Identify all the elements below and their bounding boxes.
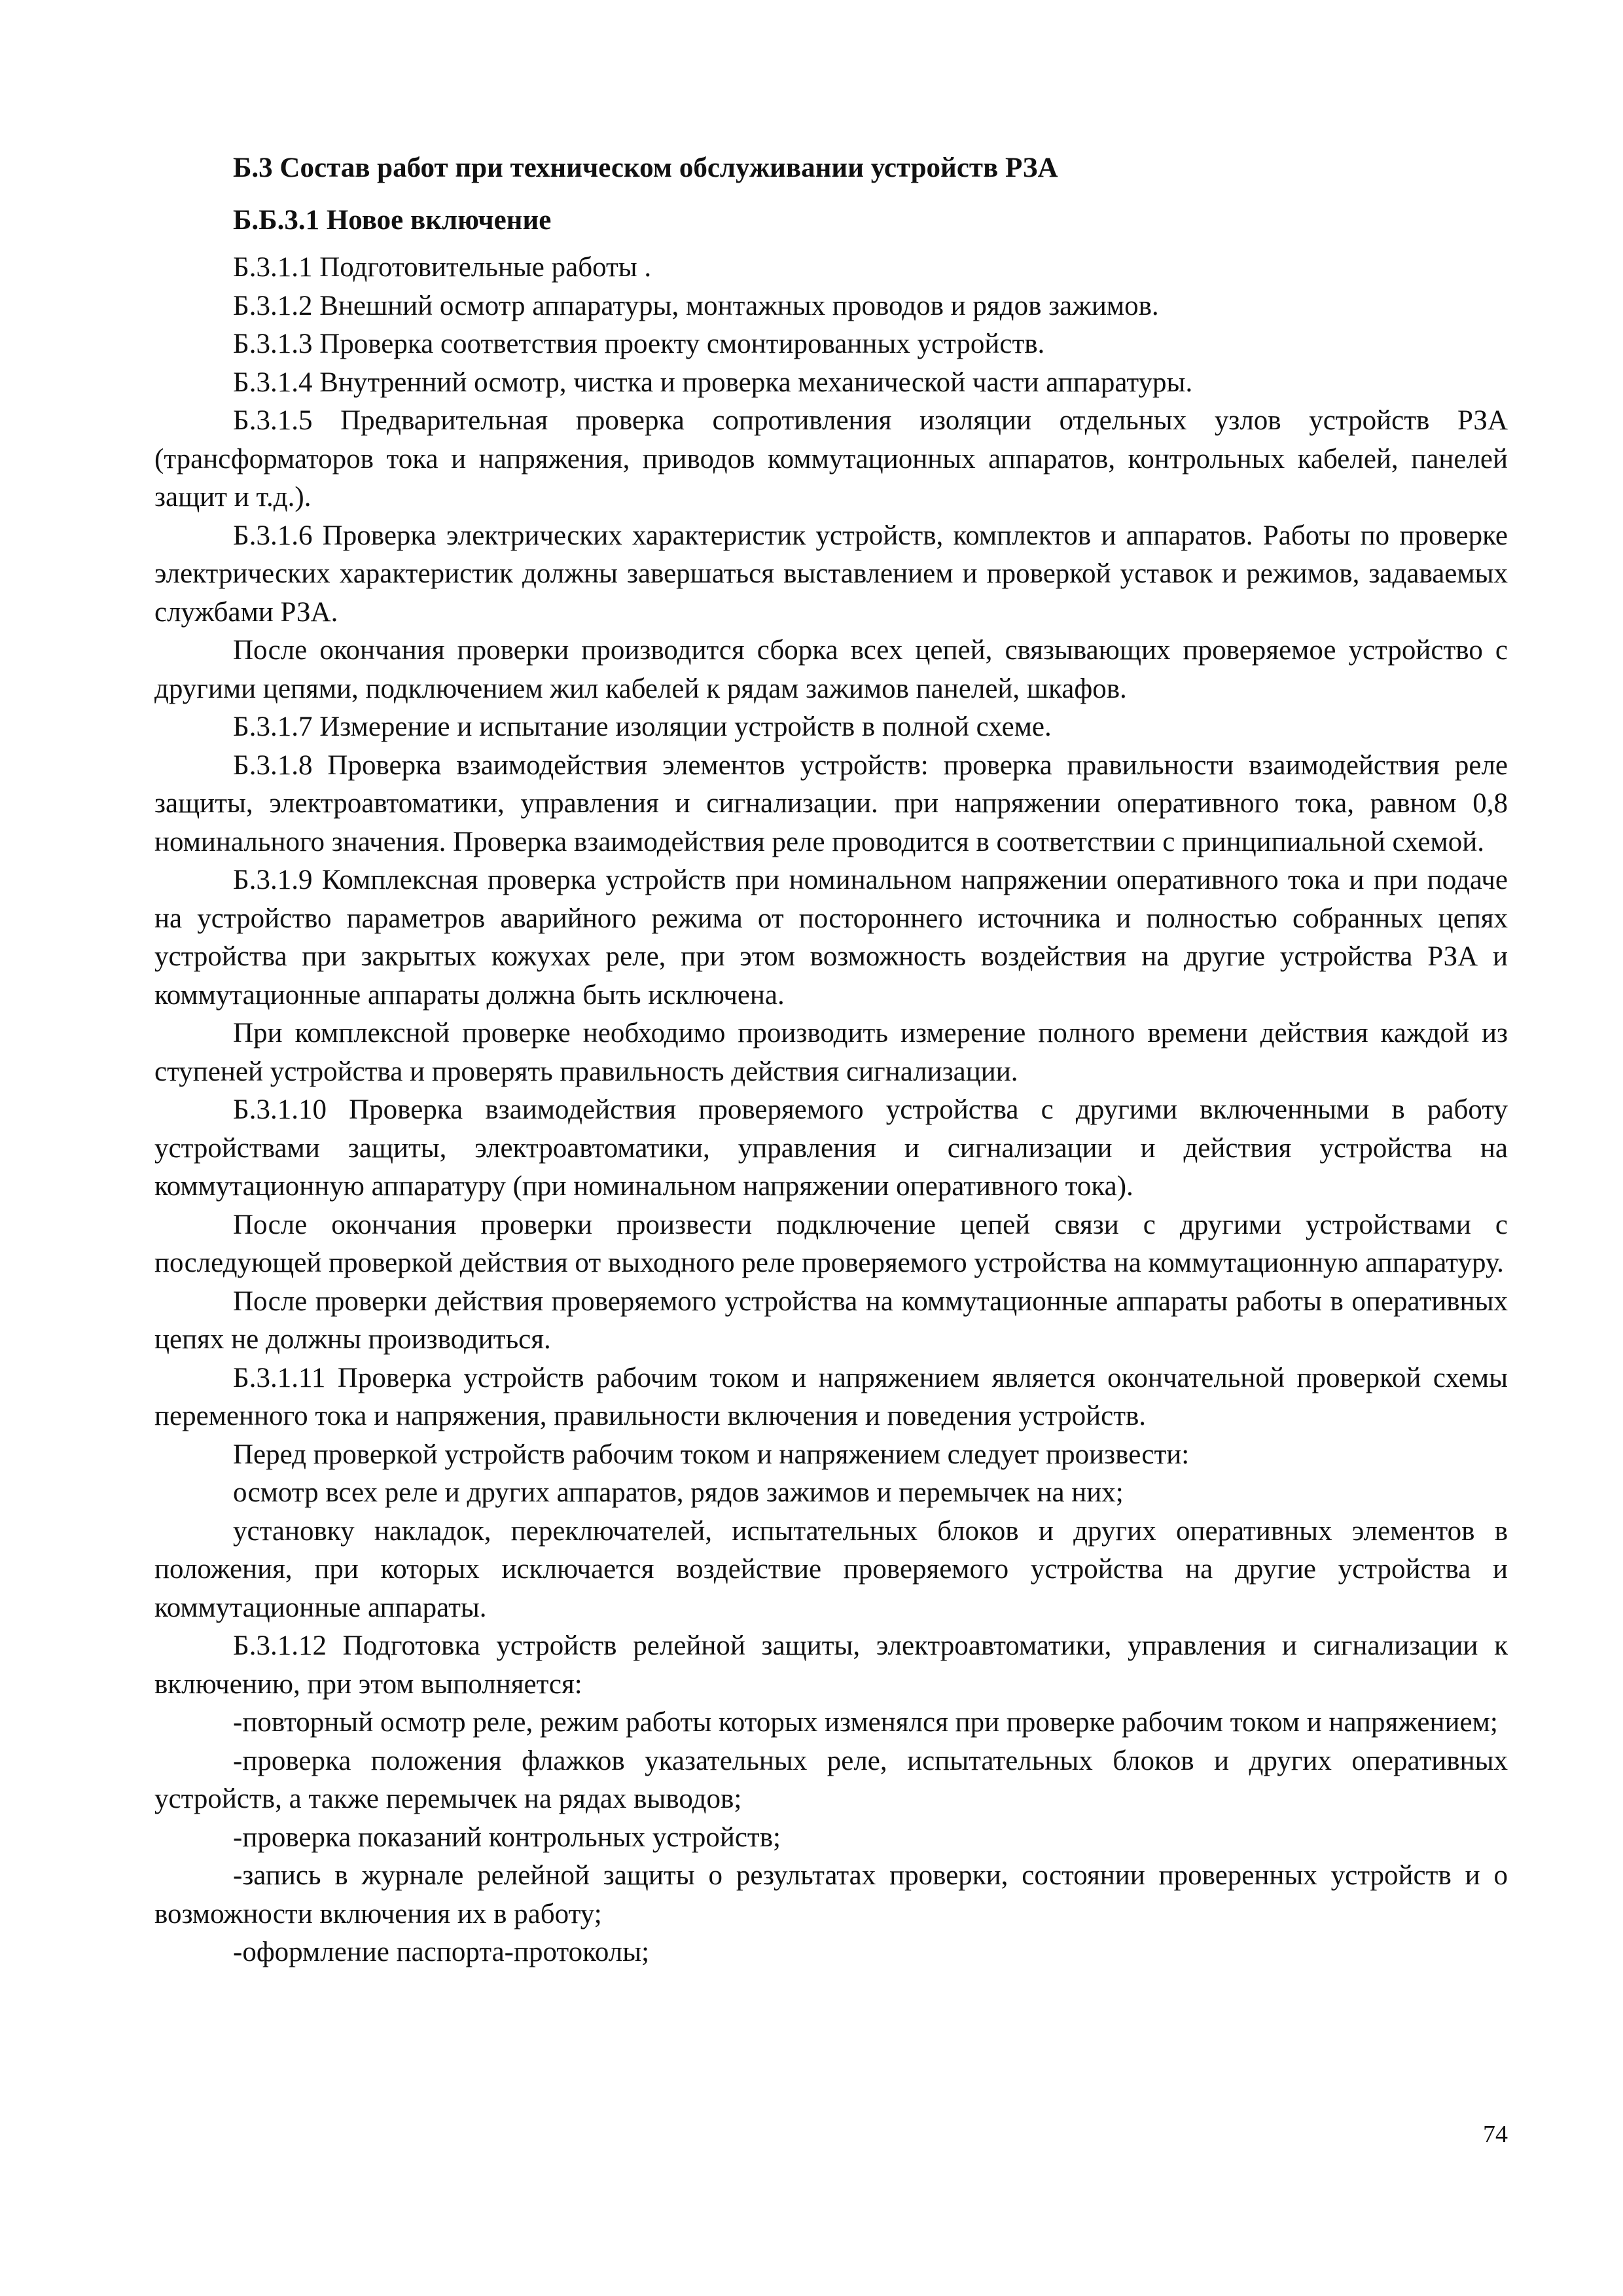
- paragraph-3-1-2: Б.3.1.2 Внешний осмотр аппаратуры, монтажных проводов и рядов зажимов.: [233, 290, 1159, 321]
- paragraph-3-1-11: Б.3.1.11 Проверка устройств рабочим током и напряжением является окончательной проверкой схемы переменного тока и напряжения, правильности включения и поведения устройств.: [154, 1362, 1508, 1431]
- list-item-passport: -оформление паспорта-протоколы;: [233, 1937, 650, 1967]
- paragraph-inspection: осмотр всех реле и других аппаратов, рядов зажимов и перемычек на них;: [233, 1477, 1124, 1508]
- document-page: [154, 149, 1508, 1972]
- paragraph-3-1-9: Б.3.1.9 Комплексная проверка устройств при номинальном напряжении оперативного тока и при подаче на устройство параметров аварийного режима от постороннего источника и полностью собранных цепях устройства при закрытых кожухах реле, при этом возможность воздействия на другие устройства РЗА и коммутационные аппараты должна быть исключена.: [154, 865, 1508, 1011]
- paragraph-3-1-12: Б.3.1.12 Подготовка устройств релейной защиты, электроавтоматики, управления и сигнализации к включению, при этом выполняется:: [154, 1630, 1508, 1700]
- page-number: 74: [1483, 2121, 1508, 2148]
- paragraph-3-1-3: Б.3.1.3 Проверка соответствия проекту смонтированных устройств.: [233, 329, 1045, 359]
- paragraph-3-1-6: Б.3.1.6 Проверка электрических характеристик устройств, комплектов и аппаратов. Работы по проверке электрических характеристик должны завершаться выставлением и проверкой уставок и режимов, задаваемых службами РЗА.: [154, 520, 1508, 628]
- paragraph-3-1-5: Б.3.1.5 Предварительная проверка сопротивления изоляции отдельных узлов устройств РЗА (трансформаторов тока и напряжения, приводов коммутационных аппаратов, контрольных кабелей, панелей защит и т.д.).: [154, 405, 1508, 512]
- paragraph-3-1-1: Б.3.1.1 Подготовительные работы .: [233, 252, 652, 283]
- paragraph-installation: установку накладок, переключателей, испытательных блоков и других оперативных элементов в положения, при которых исключается воздействие проверяемого устройства на другие устройства и коммутационные аппараты.: [154, 1515, 1508, 1623]
- list-item-journal-record: -запись в журнале релейной защиты о результатах проверки, состоянии проверенных устройств и о возможности включения их в работу;: [154, 1860, 1508, 1929]
- subsection-heading: Б.Б.3.1 Новое включение: [233, 205, 552, 236]
- list-item-readings-check: -проверка показаний контрольных устройств;: [233, 1821, 781, 1853]
- paragraph-operative-circuits: После проверки действия проверяемого устройства на коммутационные аппараты работы в оперативных цепях не должны производиться.: [154, 1285, 1508, 1355]
- paragraph-assembly: После окончания проверки производится сборка всех цепей, связывающих проверяемое устройство с другими цепями, подключением жил кабелей к рядам зажимов панелей, шкафов.: [154, 635, 1508, 704]
- paragraph-3-1-8: Б.3.1.8 Проверка взаимодействия элементов устройств: проверка правильности взаимодействия реле защиты, электроавтоматики, управления и сигнализации. при напряжении оперативного тока, равном 0,8 номинального значения. Проверка взаимодействия реле проводится в соответствии с принципиальной схемой.: [154, 749, 1508, 857]
- paragraph-link-circuits: После окончания проверки произвести подключение цепей связи с другими устройствами с последующей проверкой действия от выходного реле проверяемого устройства на коммутационную аппаратуру.: [154, 1209, 1508, 1278]
- list-item-flag-check: -проверка положения флажков указательных реле, испытательных блоков и других оперативных устройств, а также перемычек на рядах выводов;: [154, 1745, 1508, 1814]
- list-item-repeat-inspection: -повторный осмотр реле, режим работы которых изменялся при проверке рабочим током и напряжением;: [233, 1707, 1498, 1738]
- paragraph-3-1-10: Б.3.1.10 Проверка взаимодействия проверяемого устройства с другими включенными в работу устройствами защиты, электроавтоматики, управления и сигнализации и действия устройства на коммутационную аппаратуру (при номинальном напряжении оперативного тока).: [154, 1094, 1508, 1202]
- paragraph-before-check: Перед проверкой устройств рабочим током и напряжением следует произвести:: [233, 1439, 1190, 1470]
- paragraph-3-1-7: Б.3.1.7 Измерение и испытание изоляции устройств в полной схеме.: [233, 711, 1052, 742]
- paragraph-complex-check: При комплексной проверке необходимо производить измерение полного времени действия каждой из ступеней устройства и проверять правильность действия сигнализации.: [154, 1018, 1508, 1087]
- section-heading: Б.3 Состав работ при техническом обслуживании устройств РЗА: [233, 152, 1058, 183]
- paragraph-3-1-4: Б.3.1.4 Внутренний осмотр, чистка и проверка механической части аппаратуры.: [233, 367, 1193, 398]
